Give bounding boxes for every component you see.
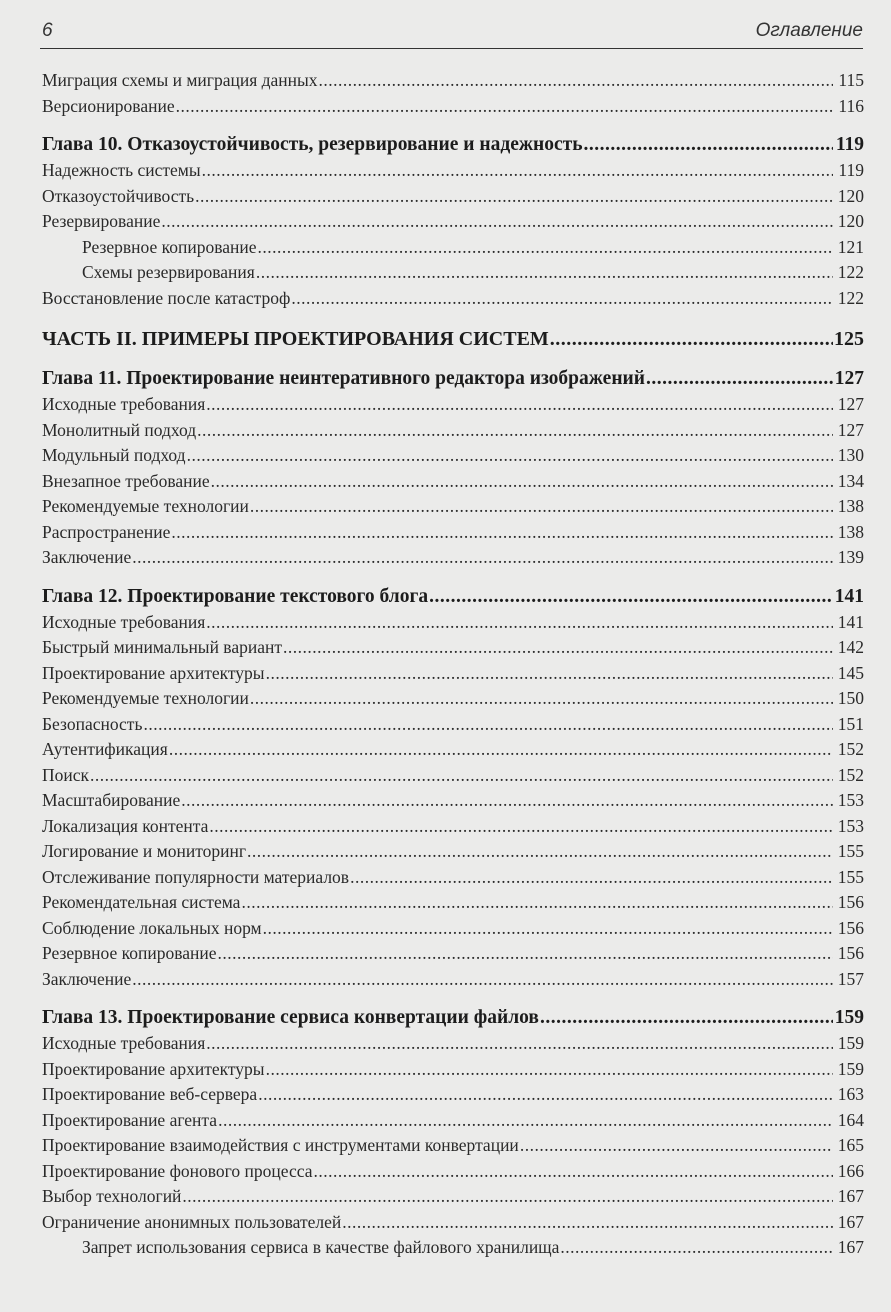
dot-leader [171,520,833,546]
toc-entry-title: Отказоустойчивость [42,185,195,206]
toc-entry-page: 166 [837,1160,864,1181]
toc-entry-title: Исходные требования [42,394,206,414]
toc-entry [42,418,864,444]
toc-entry [42,520,864,546]
toc-entry [42,865,864,891]
toc-chapter-entry [42,583,864,610]
toc-entry-title: Исходные требования [42,611,206,632]
dot-leader [266,661,833,687]
dot-leader [161,209,833,235]
toc-entry-title: Глава 11. Проектирование неинтеративного редактора изображений [42,368,646,389]
dot-leader [182,1184,833,1210]
toc-entry-title: Резервирование [42,211,161,231]
toc-entry-title: Глава 10. Отказоустойчивость, резервирование и надежность [42,134,583,155]
toc-entry-page: 115 [838,70,864,90]
toc-entry-page: 127 [837,394,864,414]
toc-entry [42,209,864,235]
toc-entry [42,1031,864,1057]
toc-entry-title: Аутентификация [42,739,168,759]
toc-entry-title: Заключение [42,547,132,567]
toc-entry-page: 155 [837,866,864,887]
toc-entry-title: Рекомендуемые технологии [42,688,249,708]
toc-entry-title: Локализация контента [42,815,209,836]
toc-entry-page: 167 [837,1211,864,1232]
toc-entry-page: 127 [837,419,864,440]
toc-entry-title: Монолитный подход [42,419,197,440]
toc-entry-title: Восстановление после катастроф [42,287,291,308]
toc-entry-page: 167 [837,1237,864,1257]
toc-entry [42,814,864,840]
toc-entry-title: Ограничение анонимных пользователей [42,1211,342,1232]
toc-entry [42,235,864,261]
toc-entry-title: Безопасность [42,713,143,734]
toc-entry [42,839,864,865]
toc-entry [42,68,864,94]
dot-leader [520,1133,833,1159]
toc-entry-title: Резервное копирование [82,236,257,257]
toc-part-entry [42,325,864,353]
dot-leader [90,763,833,789]
toc-entry [42,1159,864,1185]
toc-entry-page: 165 [837,1135,864,1155]
toc-entry-title: Отслеживание популярности материалов [42,866,350,887]
toc-entry-page: 156 [837,943,864,963]
toc-entry [42,443,864,469]
toc-entry-page: 167 [837,1186,864,1206]
dot-leader [218,941,833,967]
dot-leader [291,286,833,312]
toc-entry-title: Версионирование [42,95,175,116]
dot-leader [263,916,833,942]
toc-entry [42,916,864,942]
toc-entry-page: 138 [837,521,864,542]
toc-entry-page: 130 [837,445,864,465]
toc-entry-page: 119 [835,134,864,155]
toc-entry-title: Рекомендуемые технологии [42,496,249,516]
page-number: 6 [42,20,53,41]
dot-leader [258,235,833,261]
toc-entry-page: 134 [837,470,864,491]
toc-entry-title: Заключение [42,968,132,989]
dot-leader [206,1031,833,1057]
dot-leader [195,184,833,210]
dot-leader [429,583,833,610]
toc-entry-title: Резервное копирование [42,943,217,963]
toc-entry-page: 141 [834,585,864,607]
toc-entry-page: 127 [834,368,864,389]
toc-entry [42,1133,864,1159]
toc-entry-page: 155 [837,841,864,861]
toc-entry-title: Логирование и мониторинг [42,841,247,861]
dot-leader [550,325,833,353]
dot-leader [283,635,833,661]
toc-entry-page: 159 [837,1058,864,1079]
toc-entry [42,1108,864,1134]
toc-entry-title: Проектирование взаимодействия с инструментами конвертации [42,1135,519,1155]
toc-entry-page: 150 [837,688,864,708]
toc-entry-title: Проектирование веб-сервера [42,1084,258,1104]
dot-leader [584,131,833,158]
toc-entry-title: Распространение [42,521,171,542]
toc-entry-page: 122 [837,262,864,282]
dot-leader [350,865,833,891]
toc-entry [42,1210,864,1236]
toc-entry [42,1184,864,1210]
toc-entry-page: 142 [837,637,864,657]
toc-entry-title: Выбор технологий [42,1186,182,1206]
dot-leader [342,1210,833,1236]
toc-entry-page: 141 [837,611,864,632]
toc-entry-title: Рекомендательная система [42,892,241,912]
toc-entry-page: 159 [837,1033,864,1053]
toc-entry-page: 119 [838,160,864,180]
toc-entry [42,494,864,520]
table-of-contents [42,68,864,1261]
toc-entry-title: Проектирование архитектуры [42,662,265,683]
toc-entry-page: 139 [837,547,864,567]
dot-leader [132,545,833,571]
toc-entry [42,967,864,993]
toc-entry-page: 156 [837,892,864,912]
toc-entry-title: Поиск [42,764,90,785]
dot-leader [646,365,833,392]
toc-entry [42,737,864,763]
toc-entry [42,184,864,210]
toc-entry [42,1057,864,1083]
toc-entry [42,158,864,184]
dot-leader [187,443,833,469]
toc-entry [42,1082,864,1108]
toc-entry-title: Миграция схемы и миграция данных [42,70,318,90]
dot-leader [206,392,833,418]
toc-entry [42,890,864,916]
toc-entry-page: 151 [837,713,864,734]
toc-entry [42,661,864,687]
toc-entry-title: Внезапное требование [42,470,210,491]
dot-leader [206,610,833,636]
toc-entry-page: 121 [837,236,864,257]
toc-entry-page: 153 [837,790,864,810]
dot-leader [181,788,833,814]
dot-leader [319,68,833,94]
toc-entry-title: ЧАСТЬ II. ПРИМЕРЫ ПРОЕКТИРОВАНИЯ СИСТЕМ [42,328,549,350]
toc-entry [42,788,864,814]
toc-entry [42,469,864,495]
toc-entry-title: Масштабирование [42,790,181,810]
dot-leader [250,494,833,520]
toc-entry-title: Глава 12. Проектирование текстового блога [42,585,429,607]
toc-entry-title: Исходные требования [42,1033,206,1053]
toc-entry [42,763,864,789]
running-header [40,18,863,49]
toc-entry-title: Проектирование фонового процесса [42,1160,313,1181]
toc-chapter-entry [42,131,864,158]
dot-leader [266,1057,833,1083]
dot-leader [209,814,833,840]
dot-leader [247,839,833,865]
toc-entry-page: 159 [834,1007,864,1028]
toc-entry [42,635,864,661]
dot-leader [314,1159,834,1185]
toc-entry-page: 116 [838,95,864,116]
dot-leader [258,1082,833,1108]
dot-leader [256,260,833,286]
toc-entry-page: 152 [837,739,864,759]
dot-leader [197,418,833,444]
toc-entry [42,545,864,571]
toc-entry-title: Проектирование агента [42,1109,218,1130]
toc-entry [42,260,864,286]
toc-entry [42,610,864,636]
toc-entry [42,686,864,712]
dot-leader [560,1235,833,1261]
toc-chapter-entry [42,365,864,392]
toc-entry-page: 156 [837,917,864,938]
toc-entry [42,1235,864,1261]
dot-leader [176,94,833,120]
dot-leader [143,712,833,738]
toc-entry-page: 164 [837,1109,864,1130]
dot-leader [132,967,833,993]
toc-entry-page: 152 [837,764,864,785]
toc-entry [42,94,864,120]
toc-entry-title: Быстрый минимальный вариант [42,637,283,657]
dot-leader [211,469,833,495]
toc-entry-title: Проектирование архитектуры [42,1058,265,1079]
dot-leader [218,1108,833,1134]
dot-leader [250,686,833,712]
dot-leader [540,1004,833,1031]
toc-entry-title: Схемы резервирования [82,262,255,282]
toc-entry [42,392,864,418]
toc-entry-title: Запрет использования сервиса в качестве файлового хранилища [82,1237,560,1257]
toc-entry-page: 145 [837,662,864,683]
toc-entry-page: 138 [837,496,864,516]
toc-entry [42,712,864,738]
toc-entry-page: 153 [837,815,864,836]
toc-entry-page: 122 [837,287,864,308]
toc-entry-title: Модульный подход [42,445,186,465]
dot-leader [169,737,833,763]
dot-leader [241,890,833,916]
toc-chapter-entry [42,1004,864,1031]
toc-entry-page: 125 [834,328,864,350]
toc-entry-page: 157 [837,968,864,989]
toc-entry-title: Соблюдение локальных норм [42,917,262,938]
toc-entry-page: 120 [837,211,864,231]
toc-entry-title: Глава 13. Проектирование сервиса конвертации файлов [42,1007,539,1028]
toc-entry-title: Надежность системы [42,160,201,180]
toc-entry-page: 120 [837,185,864,206]
dot-leader [202,158,833,184]
toc-entry [42,286,864,312]
toc-entry-page: 163 [837,1084,864,1104]
toc-entry [42,941,864,967]
section-title: Оглавление [755,20,863,41]
